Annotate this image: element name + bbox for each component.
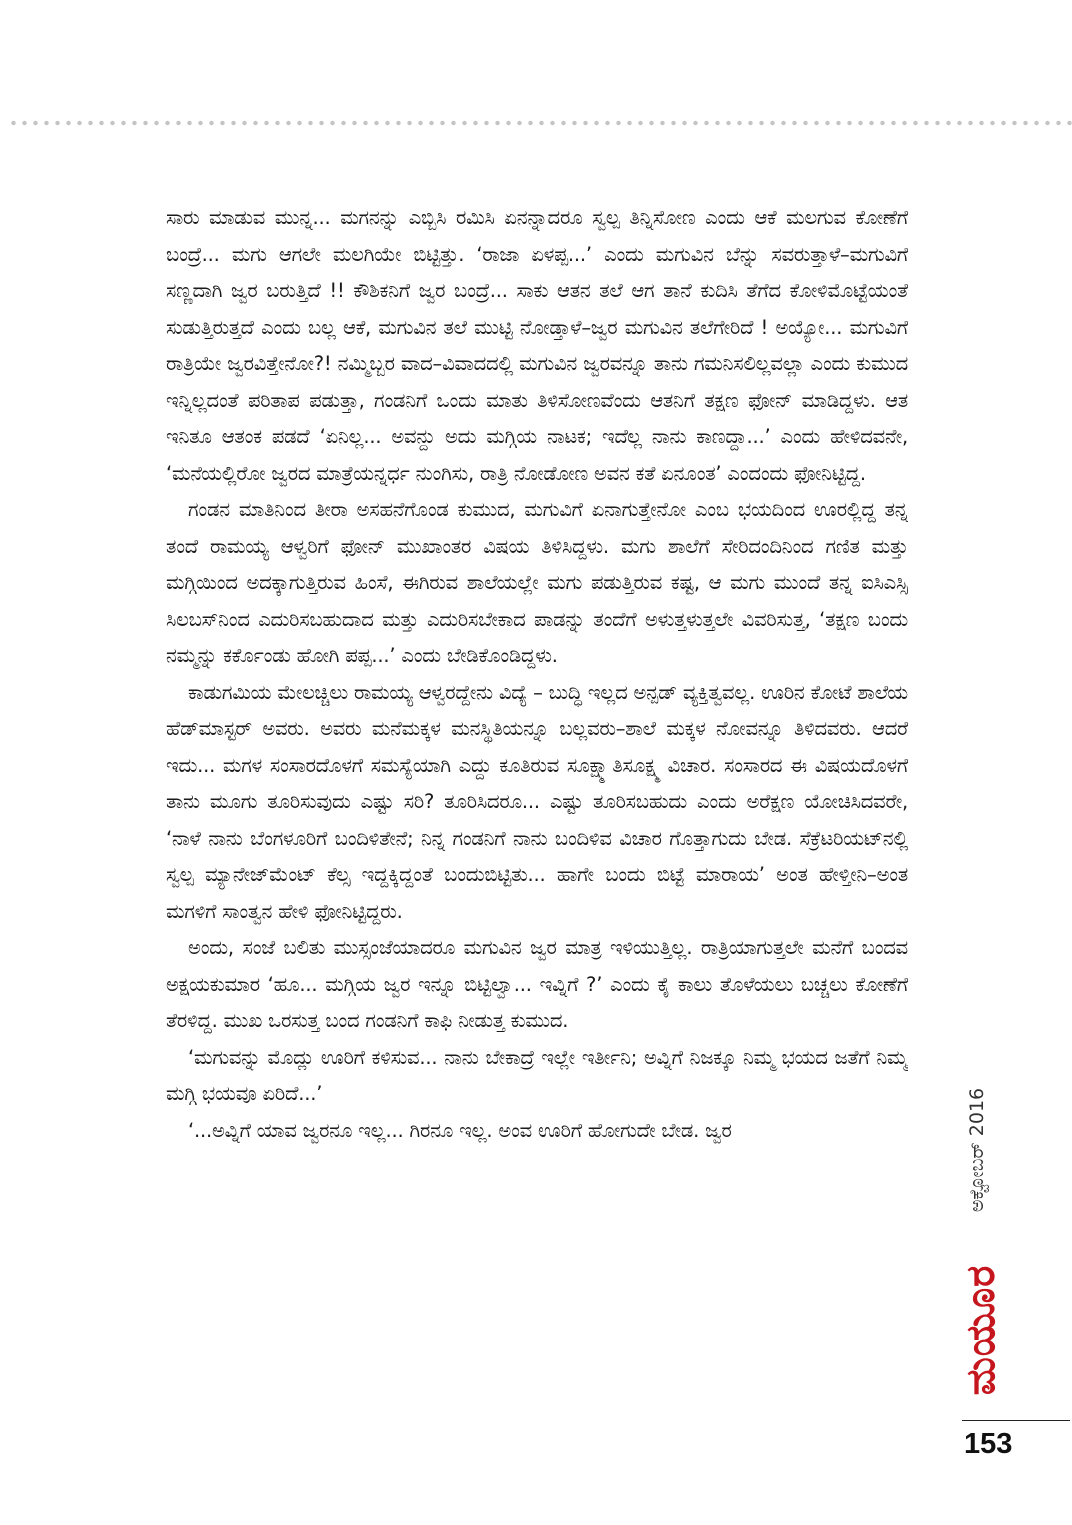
magazine-logo: [957, 1245, 1005, 1415]
story-paragraph-1: ಸಾರು ಮಾಡುವ ಮುನ್ನ... ಮಗನನ್ನು ಎಬ್ಬಿಸಿ ರಮಿಸಿ ಏನನ್ನಾದರೂ ಸ್ವಲ್ಪ ತಿನ್ನಿಸೋಣ ಎಂದು ಆಕೆ ಮಲಗುವ ಕೋಣೆಗೆ ಬಂದ್ರೆ... ಮಗು ಆಗಲೇ ಮಲಗಿಯೇ ಬಿಟ್ಟಿತ್ತು. ‘ರಾಜಾ ಏಳಪ್ಪ...’ ಎಂದು ಮಗುವಿನ ಬೆನ್ನು ಸವರುತ್ತಾಳೆ–ಮಗುವಿಗೆ ಸಣ್ಣದಾಗಿ ಜ್ವರ ಬರುತ್ತಿದೆ !! ಕೌಶಿಕನಿಗೆ ಜ್ವರ ಬಂದ್ರೆ... ಸಾಕು ಆತನ ತಲೆ ಆಗ ತಾನೆ ಕುದಿಸಿ ತೆಗೆದ ಕೋಳಿಮೊಟ್ಟೆಯಂತೆ ಸುಡುತ್ತಿರುತ್ತದೆ ಎಂದು ಬಲ್ಲ ಆಕೆ, ಮಗುವಿನ ತಲೆ ಮುಟ್ಟಿ ನೋಡ್ತಾಳೆ–ಜ್ವರ ಮಗುವಿನ ತಲೆಗೇರಿದೆ ! ಅಯ್ಯೋ... ಮಗುವಿಗೆ ರಾತ್ರಿಯೇ ಜ್ವರವಿತ್ತೇನೋ?! ನಮ್ಮಿಬ್ಬರ ವಾದ–ವಿವಾದದಲ್ಲಿ ಮಗುವಿನ ಜ್ವರವನ್ನೂ ತಾನು ಗಮನಿಸಲಿಲ್ಲವಲ್ಲಾ ಎಂದು ಕುಮುದ ಇನ್ನಿಲ್ಲದಂತೆ ಪರಿತಾಪ ಪಡುತ್ತಾ, ಗಂಡನಿಗೆ ಒಂದು ಮಾತು ತಿಳಿಸೋಣವೆಂದು ಆತನಿಗೆ ತಕ್ಷಣ ಫೋನ್ ಮಾಡಿದ್ದಳು. ಆತ ಇನಿತೂ ಆತಂಕ ಪಡದೆ ‘ಏನಿಲ್ಲ... ಅವನ್ದು ಅದು ಮಗ್ಗಿಯ ನಾಟಕ; ಇದೆಲ್ಲ ನಾನು ಕಾಣದ್ದಾ...’ ಎಂದು ಹೇಳಿದವನೇ, ‘ಮನೆಯಲ್ಲಿರೋ ಜ್ವರದ ಮಾತ್ರೆಯನ್ನರ್ಧ ನುಂಗಿಸು, ರಾತ್ರಿ ನೋಡೋಣ ಅವನ ಕತೆ ಏನೂಂತ’ ಎಂದಂದು ಫೋನಿಟ್ಟಿದ್ದ.: [166, 206, 908, 485]
story-paragraph-4: ಅಂದು, ಸಂಜೆ ಬಲಿತು ಮುಸ್ಸಂಜೆಯಾದರೂ ಮಗುವಿನ ಜ್ವರ ಮಾತ್ರ ಇಳಿಯುತ್ತಿಲ್ಲ. ರಾತ್ರಿಯಾಗುತ್ತಲೇ ಮನೆಗೆ ಬಂದವ ಅಕ್ಷಯಕುಮಾರ ‘ಹೂ... ಮಗ್ಗಿಯ ಜ್ವರ ಇನ್ನೂ ಬಿಟ್ಟಿಲ್ವಾ... ಇವ್ನಿಗೆ ?’ ಎಂದು ಕೈ ಕಾಲು ತೊಳೆಯಲು ಬಚ್ಚಲು ಕೋಣೆಗೆ ತೆರಳಿದ್ದ. ಮುಖ ಒರಸುತ್ತ ಬಂದ ಗಂಡನಿಗೆ ಕಾಫಿ ನೀಡುತ್ತ ಕುಮುದ.: [166, 936, 908, 1032]
magazine-logo-text: ಮಯೂರ: [958, 1264, 1004, 1396]
page-sidebar: [955, 1075, 1035, 1415]
issue-date: [957, 1075, 997, 1225]
page-number: 153: [964, 1428, 1013, 1460]
story-paragraph-5: ‘ಮಗುವನ್ನು ಮೊದ್ಲು ಊರಿಗೆ ಕಳಿಸುವ... ನಾನು ಬೇಕಾದ್ರೆ ಇಲ್ಲೇ ಇರ್ತೀನಿ; ಅವ್ನಿಗೆ ನಿಜಕ್ಕೂ ನಿಮ್ಮ ಭಯದ ಜತೆಗೆ ನಿಮ್ಮ ಮಗ್ಗಿ ಭಯವೂ ಏರಿದೆ...’: [166, 1045, 908, 1105]
story-paragraph-2: ಗಂಡನ ಮಾತಿನಿಂದ ತೀರಾ ಅಸಹನೆಗೊಂಡ ಕುಮುದ, ಮಗುವಿಗೆ ಏನಾಗುತ್ತೇನೋ ಎಂಬ ಭಯದಿಂದ ಊರಲ್ಲಿದ್ದ ತನ್ನ ತಂದೆ ರಾಮಯ್ಯ ಆಳ್ವರಿಗೆ ಫೋನ್ ಮುಖಾಂತರ ವಿಷಯ ತಿಳಿಸಿದ್ದಳು. ಮಗು ಶಾಲೆಗೆ ಸೇರಿದಂದಿನಿಂದ ಗಣಿತ ಮತ್ತು ಮಗ್ಗಿಯಿಂದ ಅದಕ್ಕಾಗುತ್ತಿರುವ ಹಿಂಸೆ, ಈಗಿರುವ ಶಾಲೆಯಲ್ಲೇ ಮಗು ಪಡುತ್ತಿರುವ ಕಷ್ಟ, ಆ ಮಗು ಮುಂದೆ ತನ್ನ ಐಸಿಎಸ್ಸಿ ಸಿಲಬಸ್‌ನಿಂದ ಎದುರಿಸಬಹುದಾದ ಮತ್ತು ಎದುರಿಸಬೇಕಾದ ಪಾಡನ್ನು ತಂದೆಗೆ ಅಳುತ್ತಳುತ್ತಲೇ ವಿವರಿಸುತ್ತ, ‘ತಕ್ಷಣ ಬಂದು ನಮ್ಮನ್ನು ಕರ್ಕೊಂಡು ಹೋಗಿ ಪಪ್ಪ...’ ಎಂದು ಬೇಡಿಕೊಂಡಿದ್ದಳು.: [166, 498, 908, 667]
story-paragraph-3: ಕಾಡುಗಮಿಯ ಮೇಲಚ್ಚಿಲು ರಾಮಯ್ಯ ಆಳ್ವರದ್ದೇನು ವಿದ್ಯೆ – ಬುದ್ಧಿ ಇಲ್ಲದ ಅನ್ಪಡ್ ವ್ಯಕ್ತಿತ್ವವಲ್ಲ. ಊರಿನ ಕೋಟೆ ಶಾಲೆಯ ಹೆಡ್‌ಮಾಸ್ಟರ್ ಅವರು. ಅವರು ಮನೆಮಕ್ಕಳ ಮನಸ್ಥಿತಿಯನ್ನೂ ಬಲ್ಲವರು–ಶಾಲೆ ಮಕ್ಕಳ ನೋವನ್ನೂ ತಿಳಿದವರು. ಆದರೆ ಇದು... ಮಗಳ ಸಂಸಾರದೊಳಗೆ ಸಮಸ್ಯೆಯಾಗಿ ಎದ್ದು ಕೂತಿರುವ ಸೂಕ್ಷ್ಮಾತಿಸೂಕ್ಷ್ಮ ವಿಚಾರ. ಸಂಸಾರದ ಈ ವಿಷಯದೊಳಗೆ ತಾನು ಮೂಗು ತೂರಿಸುವುದು ಎಷ್ಟು ಸರಿ? ತೂರಿಸಿದರೂ... ಎಷ್ಟು ತೂರಿಸಬಹುದು ಎಂದು ಅರೆಕ್ಷಣ ಯೋಚಿಸಿದವರೇ, ‘ನಾಳೆ ನಾನು ಬೆಂಗಳೂರಿಗೆ ಬಂದಿಳಿತೇನೆ; ನಿನ್ನ ಗಂಡನಿಗೆ ನಾನು ಬಂದಿಳಿವ ವಿಚಾರ ಗೊತ್ತಾಗುದು ಬೇಡ. ಸೆಕ್ರೆಟರಿಯಟ್‌ನಲ್ಲಿ ಸ್ವಲ್ಪ ಮ್ಯಾನೇಜ್‌ಮೆಂಟ್ ಕೆಲ್ಸ ಇದ್ದಕ್ಕಿದ್ದಂತೆ ಬಂದುಬಿಟ್ಟಿತು... ಹಾಗೇ ಬಂದು ಬಿಟ್ಟೆ ಮಾರಾಯ’ ಅಂತ ಹೇಳ್ತೀನಿ–ಅಂತ ಮಗಳಿಗೆ ಸಾಂತ್ವನ ಹೇಳಿ ಫೋನಿಟ್ಟಿದ್ದರು.: [166, 680, 908, 923]
dotted-header-rule: [8, 120, 1072, 126]
page-number-rule: [962, 1420, 1070, 1421]
issue-date-text: ಅಕ್ಟೋಬರ್ 2016: [966, 1087, 988, 1213]
story-body: [166, 200, 908, 1420]
story-paragraph-6: ‘...ಅವ್ನಿಗೆ ಯಾವ ಜ್ವರನೂ ಇಲ್ಲ... ಗಿರನೂ ಇಲ್ಲ. ಅಂವ ಊರಿಗೆ ಹೋಗುದೇ ಬೇಡ. ಜ್ವರ: [188, 1118, 732, 1142]
